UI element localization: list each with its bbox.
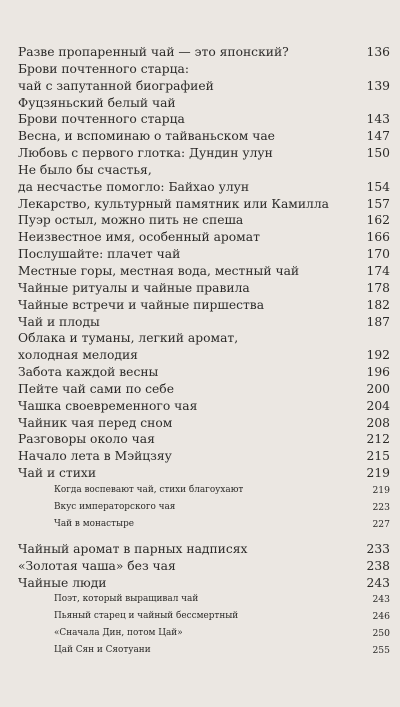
toc-sub-list-poems bbox=[18, 482, 390, 533]
toc-entry-title-line: Брови почтенного старца bbox=[18, 112, 185, 127]
toc-entry-title-line: Брови почтенного старца: bbox=[18, 61, 189, 76]
toc-entry bbox=[18, 128, 390, 145]
toc-entry bbox=[18, 297, 390, 314]
toc-subentry bbox=[18, 516, 390, 533]
toc-entry-title bbox=[18, 162, 356, 196]
toc-entry-title-line: Неизвестное имя, особенный аромат bbox=[18, 230, 260, 245]
toc-entry-title bbox=[18, 314, 356, 331]
toc-entry bbox=[18, 111, 390, 128]
toc-entry-title bbox=[18, 196, 356, 213]
toc-entry-title-line: Пуэр остыл, можно пить не спеша bbox=[18, 213, 244, 228]
toc-entry-page-number: 136 bbox=[366, 45, 390, 59]
toc-subentry bbox=[18, 608, 390, 625]
toc-main-list bbox=[18, 44, 390, 482]
toc-entry-page-number: 154 bbox=[366, 179, 390, 194]
toc-subentry-page-number: 246 bbox=[372, 611, 390, 623]
toc-entry-page-number: 215 bbox=[366, 449, 390, 464]
toc-subentry bbox=[18, 591, 390, 608]
toc-subentry-title: Когда воспевают чай, стихи благоухают bbox=[54, 484, 244, 495]
toc-entry bbox=[18, 145, 390, 162]
toc-entry-title bbox=[18, 381, 356, 398]
toc-entry-title bbox=[18, 541, 356, 558]
toc-entry-page-number: 166 bbox=[366, 230, 390, 245]
toc-entry-title-line: Весна, и вспоминаю о тайваньском чае bbox=[18, 129, 275, 144]
toc-entry-title bbox=[18, 364, 356, 381]
toc-entry bbox=[18, 575, 390, 592]
toc-entry-title-line: холодная мелодия bbox=[18, 348, 138, 363]
toc-subentry-page-number: 227 bbox=[372, 518, 390, 530]
toc-entry bbox=[18, 381, 390, 398]
toc-entry-page-number: 212 bbox=[366, 432, 390, 447]
toc-entry-title-line: Чайные люди bbox=[18, 575, 107, 590]
toc-entry-title bbox=[18, 229, 356, 246]
toc-entry-page-number: 157 bbox=[366, 196, 390, 211]
toc-entry-title bbox=[18, 465, 356, 482]
toc-entry-title-line: Послушайте: плачет чай bbox=[18, 247, 181, 262]
toc-entry-page-number: 204 bbox=[366, 398, 390, 413]
toc-entry-page-number: 139 bbox=[366, 78, 390, 93]
toc-entry-page-number: 208 bbox=[366, 415, 390, 430]
toc-entry bbox=[18, 280, 390, 297]
toc-entry-title-line: «Золотая чаша» без чая bbox=[18, 558, 176, 573]
toc-entry bbox=[18, 229, 390, 246]
toc-subentry-page-number: 243 bbox=[372, 594, 390, 606]
toc-entry-page-number: 233 bbox=[366, 541, 390, 556]
toc-entry bbox=[18, 465, 390, 482]
toc-subentry-title: Чай в монастыре bbox=[54, 518, 135, 529]
toc-subentry bbox=[18, 499, 390, 516]
toc-entry-title-line: чай с запутанной биографией bbox=[18, 78, 214, 93]
toc-entry bbox=[18, 398, 390, 415]
toc-subentry-title: Вкус императорского чая bbox=[54, 501, 176, 512]
toc-entry-page-number: 150 bbox=[366, 146, 390, 161]
toc-entry-title bbox=[18, 431, 356, 448]
toc-entry-page-number: 174 bbox=[366, 263, 390, 278]
toc-entry bbox=[18, 364, 390, 381]
toc-subentry bbox=[18, 482, 390, 499]
toc-entry-page-number: 238 bbox=[366, 558, 390, 573]
toc-subentry bbox=[18, 642, 390, 659]
toc-entry-title bbox=[18, 558, 356, 575]
toc-entry bbox=[18, 61, 390, 95]
toc-entry-page-number: 219 bbox=[366, 466, 390, 481]
toc-entry-title bbox=[18, 111, 356, 128]
toc-entry-page-number: 192 bbox=[366, 348, 390, 363]
toc-subentry-title: Поэт, который выращивал чай bbox=[54, 594, 199, 605]
toc-entry bbox=[18, 162, 390, 196]
toc-entry bbox=[18, 415, 390, 432]
toc-entry bbox=[18, 314, 390, 331]
toc-entry-title bbox=[18, 212, 356, 229]
table-of-contents bbox=[18, 44, 390, 659]
toc-entry bbox=[18, 431, 390, 448]
toc-entry-page-number: 200 bbox=[366, 381, 390, 396]
toc-entry-title-line: Чашка своевременного чая bbox=[18, 398, 198, 413]
toc-entry-title bbox=[18, 330, 356, 364]
toc-entry-title-line: Любовь с первого глотка: Дундин улун bbox=[18, 146, 273, 161]
toc-entry-title-line: Разве пропаренный чай — это японский? bbox=[18, 45, 289, 59]
toc-entry bbox=[18, 263, 390, 280]
toc-subentry-page-number: 219 bbox=[372, 484, 390, 496]
toc-entry-title-line: Чайные ритуалы и чайные правила bbox=[18, 280, 250, 295]
toc-entry-title bbox=[18, 263, 356, 280]
toc-entry-title bbox=[18, 398, 356, 415]
toc-subentry-page-number: 250 bbox=[372, 628, 390, 640]
toc-entry-title-line: Чайник чая перед сном bbox=[18, 415, 173, 430]
toc-entry-title bbox=[18, 145, 356, 162]
toc-sub-list-people bbox=[18, 591, 390, 659]
toc-entry bbox=[18, 330, 390, 364]
toc-entry-title-line: Не было бы счастья, bbox=[18, 162, 152, 177]
toc-entry-page-number: 187 bbox=[366, 314, 390, 329]
toc-entry-title bbox=[18, 280, 356, 297]
toc-entry-title-line: Начало лета в Мэйцзяу bbox=[18, 449, 172, 464]
toc-entry-title-line: Чайный аромат в парных надписях bbox=[18, 541, 248, 556]
toc-entry-title-line: Облака и туманы, легкий аромат, bbox=[18, 331, 239, 346]
toc-entry bbox=[18, 95, 390, 112]
toc-entry bbox=[18, 448, 390, 465]
toc-entry-title bbox=[18, 95, 356, 112]
toc-entry-title bbox=[18, 61, 356, 95]
toc-entry bbox=[18, 212, 390, 229]
toc-entry-title bbox=[18, 128, 356, 145]
toc-entry-page-number: 182 bbox=[366, 297, 390, 312]
toc-subentry-title: «Сначала Дин, потом Цай» bbox=[54, 628, 183, 639]
toc-entry bbox=[18, 196, 390, 213]
toc-entry-title-line: Чайные встречи и чайные пиршества bbox=[18, 297, 265, 312]
toc-subentry-title: Цай Сян и Сяотуани bbox=[54, 645, 151, 656]
toc-entry-title bbox=[18, 448, 356, 465]
toc-entry-title-line: Забота каждой весны bbox=[18, 365, 159, 380]
toc-entry-title bbox=[18, 246, 356, 263]
toc-subentry-page-number: 223 bbox=[372, 501, 390, 513]
toc-entry-title bbox=[18, 575, 356, 592]
toc-entry-title-line: Фуцзяньский белый чай bbox=[18, 95, 176, 110]
toc-entry bbox=[18, 246, 390, 263]
toc-subentry-title: Пьяный старец и чайный бессмертный bbox=[54, 611, 239, 622]
toc-main-list-2 bbox=[18, 541, 390, 592]
toc-entry bbox=[18, 44, 390, 61]
toc-entry-page-number: 147 bbox=[366, 129, 390, 144]
toc-entry-page-number: 178 bbox=[366, 280, 390, 295]
toc-entry bbox=[18, 541, 390, 558]
toc-entry-title-line: да несчастье помогло: Байхао улун bbox=[18, 179, 250, 194]
toc-entry-page-number: 143 bbox=[366, 112, 390, 127]
toc-entry-title bbox=[18, 415, 356, 432]
toc-entry bbox=[18, 558, 390, 575]
toc-entry-title bbox=[18, 297, 356, 314]
toc-entry-title-line: Местные горы, местная вода, местный чай bbox=[18, 263, 300, 278]
toc-entry-title-line: Чай и стихи bbox=[18, 466, 97, 481]
toc-entry-title-line: Пейте чай сами по себе bbox=[18, 381, 174, 396]
toc-entry-title-line: Разговоры около чая bbox=[18, 432, 155, 447]
toc-entry-title-line: Лекарство, культурный памятник или Камилла bbox=[18, 196, 330, 211]
toc-subentry-page-number: 255 bbox=[372, 645, 390, 657]
toc-entry-title-line: Чай и плоды bbox=[18, 314, 100, 329]
toc-entry-page-number: 170 bbox=[366, 247, 390, 262]
toc-subentry bbox=[18, 625, 390, 642]
toc-entry-title bbox=[18, 44, 356, 61]
toc-entry-page-number: 196 bbox=[366, 365, 390, 380]
toc-entry-page-number: 243 bbox=[366, 575, 390, 590]
toc-entry-page-number: 162 bbox=[366, 213, 390, 228]
